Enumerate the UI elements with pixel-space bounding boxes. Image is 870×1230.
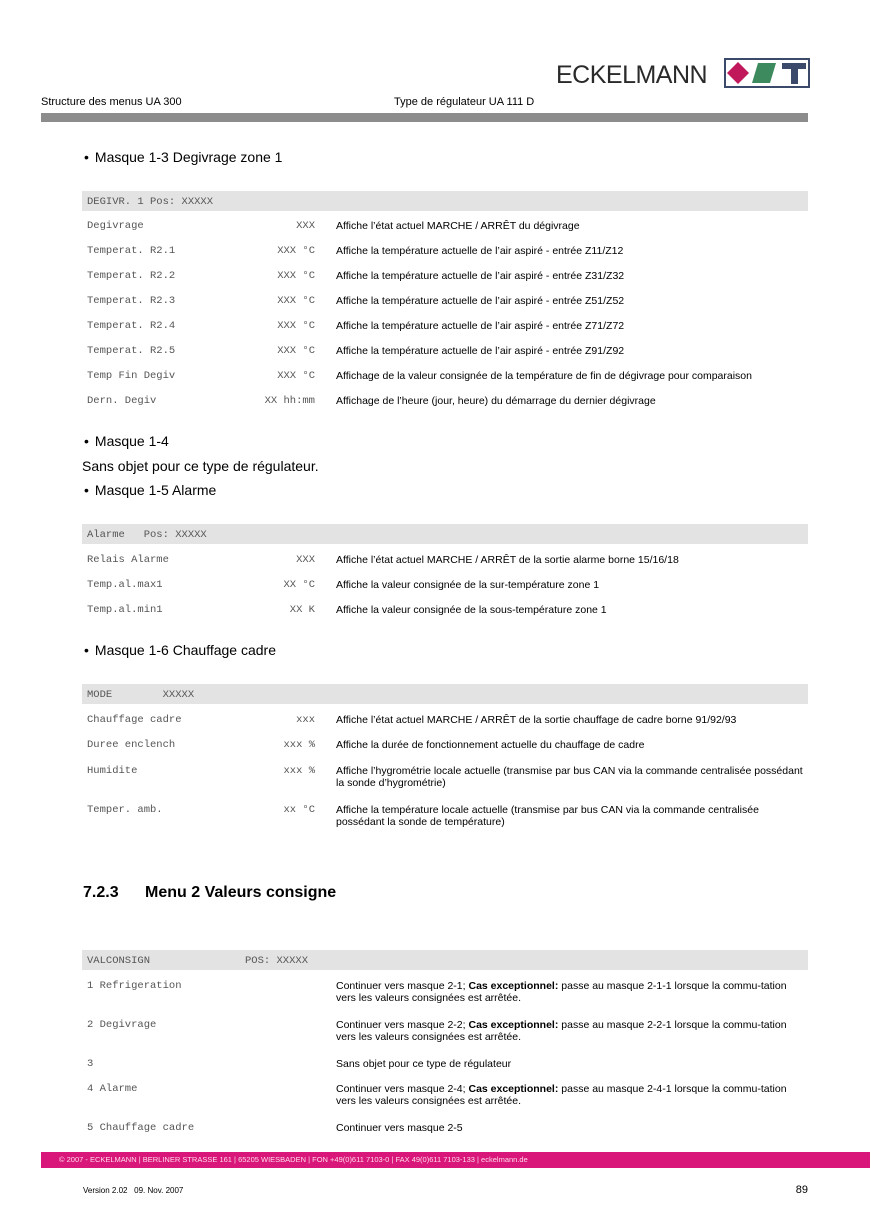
row-desc: Affiche la durée de fonctionnement actuelle du chauffage de cadre (336, 739, 645, 751)
row-label: Temperat. R2.5 (87, 345, 176, 357)
row-desc: Affichage de l’heure (jour, heure) du démarrage du dernier dégivrage (336, 395, 656, 407)
row-label: Duree enclench (87, 739, 176, 751)
row-label: Temp.al.max1 (87, 579, 163, 591)
row-desc: Affiche la valeur consignée de la sur-température zone 1 (336, 579, 600, 591)
row-desc: Affichage de la valeur consignée de la température de fin de dégivrage pour comparaison (336, 370, 752, 382)
row-desc: Affiche la valeur consignée de la sous-température zone 1 (336, 604, 607, 616)
row-desc: Affiche la température actuelle de l’air aspiré - entrée Z31/Z32 (336, 270, 625, 282)
header-center: Type de régulateur UA 111 D (394, 96, 535, 108)
row-desc: Continuer vers masque 2-1; Cas exceptionnel: passe au masque 2-1-1 lorsque la commu-tation vers les valeurs consignées est arrêtée. (336, 980, 787, 1004)
row-value: xxx (296, 714, 315, 726)
section-number-723: 7.2.3 (83, 884, 119, 901)
row-value: XX °C (283, 579, 315, 591)
row-value: XXX (296, 220, 315, 232)
row-desc: Affiche la température actuelle de l’air aspiré - entrée Z71/Z72 (336, 320, 625, 332)
row-value: XX hh:mm (264, 395, 315, 407)
m13-table-header (82, 191, 808, 211)
row-value: XXX °C (277, 270, 315, 282)
row-desc: Continuer vers masque 2-4; Cas exceptionnel: passe au masque 2-4-1 lorsque la commu-tation vers les valeurs consignées est arrêtée. (336, 1083, 787, 1107)
row-value: XXX °C (277, 320, 315, 332)
row-value: xx °C (283, 804, 315, 816)
page-number: 89 (795, 1184, 808, 1196)
row-label: Temp.al.min1 (87, 604, 163, 616)
s723-header-left: VALCONSIGN (87, 955, 151, 967)
m16-header-text: MODE XXXXX (87, 689, 195, 701)
m16-table-header (82, 684, 808, 704)
row-value: XXX °C (277, 295, 315, 307)
row-label: Temperat. R2.4 (87, 320, 176, 332)
row-desc: Affiche la température actuelle de l’air aspiré - entrée Z51/Z52 (336, 295, 625, 307)
row-label: Chauffage cadre (87, 714, 182, 726)
row-label: Temperat. R2.3 (87, 295, 176, 307)
row-desc: Affiche l’état actuel MARCHE / ARRÊT de la sortie alarme borne 15/16/18 (336, 554, 679, 566)
m15-header-text: Alarme Pos: XXXXX (87, 529, 207, 541)
m13-header-text: DEGIVR. 1 Pos: XXXXX (87, 196, 214, 208)
row-label: 4 Alarme (87, 1083, 138, 1095)
row-label: Relais Alarme (87, 554, 169, 566)
row-label: Temp Fin Degiv (87, 370, 176, 382)
section-title-723: Menu 2 Valeurs consigne (145, 884, 337, 901)
footer-version: Version 2.02 09. Nov. 2007 (83, 1186, 184, 1195)
eckelmann-logo (556, 58, 810, 88)
logo-text: ECKELMANN (556, 61, 708, 89)
m15-table-header (82, 524, 808, 544)
row-label: Temperat. R2.1 (87, 245, 176, 257)
row-desc: Affiche l’état actuel MARCHE / ARRÊT du dégivrage (336, 220, 580, 232)
row-label: 1 Refrigeration (87, 980, 182, 992)
logo-t-icon (782, 63, 806, 69)
s723-header-right: POS: XXXXX (245, 955, 309, 967)
logo-parallelogram-icon (752, 63, 776, 83)
row-value: XXX °C (277, 370, 315, 382)
row-label: 2 Degivrage (87, 1019, 157, 1031)
row-value: XX K (289, 604, 315, 616)
section-title-m16: • Masque 1-6 Chauffage cadre (84, 642, 276, 658)
m14-note: Sans objet pour ce type de régulateur. (82, 458, 319, 474)
row-label: 5 Chauffage cadre (87, 1122, 195, 1134)
header-rule (41, 113, 808, 122)
row-label: 3 (87, 1058, 94, 1070)
row-desc: Continuer vers masque 2-5 (336, 1122, 463, 1134)
section-title-m15: • Masque 1-5 Alarme (84, 482, 216, 498)
row-label: Temperat. R2.2 (87, 270, 176, 282)
row-label: Humidite (87, 765, 138, 777)
row-label: Temper. amb. (87, 804, 163, 816)
row-desc: Affiche la température actuelle de l’air aspiré - entrée Z11/Z12 (336, 245, 624, 257)
row-desc: Continuer vers masque 2-2; Cas exceptionnel: passe au masque 2-2-1 lorsque la commu-tation vers les valeurs consignées est arrêtée. (336, 1019, 787, 1043)
row-value: XXX °C (277, 245, 315, 257)
row-desc: Affiche la température actuelle de l’air aspiré - entrée Z91/Z92 (336, 345, 625, 357)
row-desc: Affiche l’hygrométrie locale actuelle (transmise par bus CAN via la commande centralisée possédant la sonde d’hygrométrie) (336, 765, 803, 789)
footer-bar (41, 1152, 870, 1168)
footer-bar-text: © 2007 - ECKELMANN | BERLINER STRASSE 161 | 65205 WIESBADEN | FON +49(0)611 7103-0 | FAX 49(0)611 7103-133 | eckelmann.de (59, 1155, 528, 1164)
row-label: Dern. Degiv (87, 395, 157, 407)
row-desc: Sans objet pour ce type de régulateur (336, 1058, 512, 1070)
logo-mark-icon (724, 58, 810, 88)
logo-diamond-icon (727, 62, 749, 84)
row-label: Degivrage (87, 220, 144, 232)
row-value: xxx % (283, 739, 315, 751)
s723-table-header (82, 950, 808, 970)
row-desc: Affiche la température locale actuelle (transmise par bus CAN via la commande centralisée possédant la sonde de température) (336, 804, 759, 828)
row-value: xxx % (283, 765, 315, 777)
row-desc: Affiche l’état actuel MARCHE / ARRÊT de la sortie chauffage de cadre borne 91/92/93 (336, 714, 737, 726)
section-title-m14: • Masque 1-4 (84, 433, 169, 449)
row-value: XXX (296, 554, 315, 566)
section-title-m13: • Masque 1-3 Degivrage zone 1 (84, 149, 282, 165)
row-value: XXX °C (277, 345, 315, 357)
header-left: Structure des menus UA 300 (41, 96, 182, 108)
